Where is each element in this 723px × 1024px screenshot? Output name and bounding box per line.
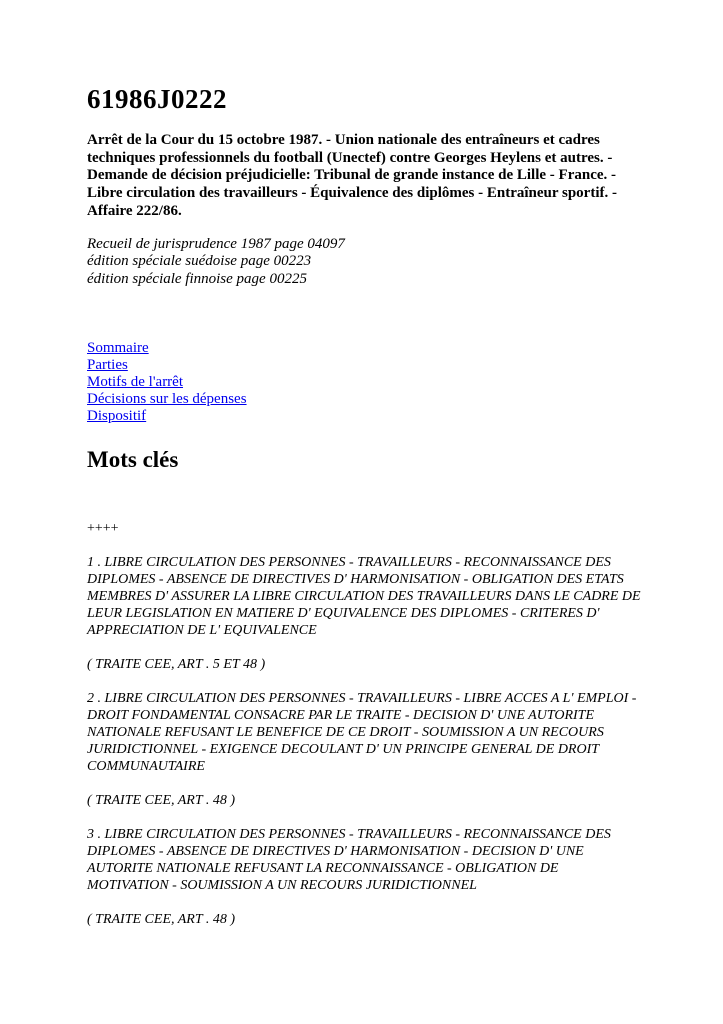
keywords-separator: ++++ bbox=[87, 520, 119, 536]
treaty-reference-2: ( TRAITE CEE, ART . 48 ) bbox=[87, 792, 236, 808]
publication-references bbox=[87, 236, 643, 289]
publication-ref-finnish-edition: édition spéciale finnoise page 00225 bbox=[87, 270, 307, 287]
case-title: Arrêt de la Cour du 15 octobre 1987. - Union nationale des entraîneurs et cadres techniques professionnels du football (Unectef) contre Georges Heylens et autres. - Demande de décision préjudicielle: Tribunal de grande instance de Lille - France. - Libre circulation des travailleurs - Équivalence des diplômes - Entraîneur sportif. - Affaire 222/86. bbox=[87, 132, 617, 219]
treaty-reference-1: ( TRAITE CEE, ART . 5 ET 48 ) bbox=[87, 656, 266, 672]
section-nav-links bbox=[87, 340, 643, 426]
keywords-section-heading: Mots clés bbox=[87, 446, 179, 472]
keyword-paragraph-1: 1 . LIBRE CIRCULATION DES PERSONNES - TRAVAILLEURS - RECONNAISSANCE DES DIPLOMES - ABSENCE DE DIRECTIVES D' HARMONISATION - OBLIGATION DES ETATS MEMBRES D' ASSURER LA LIBRE CIRCULATION DES TRAVAILLEURS DANS LE CADRE DE LEUR LEGISLATION EN MATIERE D' EQUIVALENCE DES DIPLOMES - CRITERES D' APPRECIATION DE L' EQUIVALENCE bbox=[87, 554, 641, 638]
publication-ref-swedish-edition: édition spéciale suédoise page 00223 bbox=[87, 253, 312, 270]
keyword-paragraph-3: 3 . LIBRE CIRCULATION DES PERSONNES - TRAVAILLEURS - RECONNAISSANCE DES DIPLOMES - ABSENCE DE DIRECTIVES D' HARMONISATION - DECISION D' UNE AUTORITE NATIONALE REFUSANT LA RECONNAISSANCE - OBLIGATION DE MOTIVATION - SOUMISSION A UN RECOURS JURIDICTIONNEL bbox=[87, 826, 611, 893]
nav-link-decisions-depenses[interactable]: Décisions sur les dépenses bbox=[87, 391, 247, 408]
keyword-paragraph-2: 2 . LIBRE CIRCULATION DES PERSONNES - TRAVAILLEURS - LIBRE ACCES A L' EMPLOI - DROIT FONDAMENTAL CONSACRE PAR LE TRAITE - DECISION D' UNE AUTORITE NATIONALE REFUSANT LE BENEFICE DE CE DROIT - SOUMISSION A UN RECOURS JURIDICTIONNEL - EXIGENCE DECOULANT D' UN PRINCIPE GENERAL DE DROIT COMMUNAUTAIRE bbox=[87, 690, 637, 774]
treaty-reference-3: ( TRAITE CEE, ART . 48 ) bbox=[87, 911, 236, 927]
celex-id-title: 61986J0222 bbox=[87, 84, 227, 114]
nav-link-parties[interactable]: Parties bbox=[87, 356, 128, 373]
nav-link-sommaire[interactable]: Sommaire bbox=[87, 339, 149, 356]
nav-link-dispositif[interactable]: Dispositif bbox=[87, 408, 147, 425]
nav-link-motifs-arret[interactable]: Motifs de l'arrêt bbox=[87, 374, 184, 391]
publication-ref-recueil: Recueil de jurisprudence 1987 page 04097 bbox=[87, 235, 345, 252]
